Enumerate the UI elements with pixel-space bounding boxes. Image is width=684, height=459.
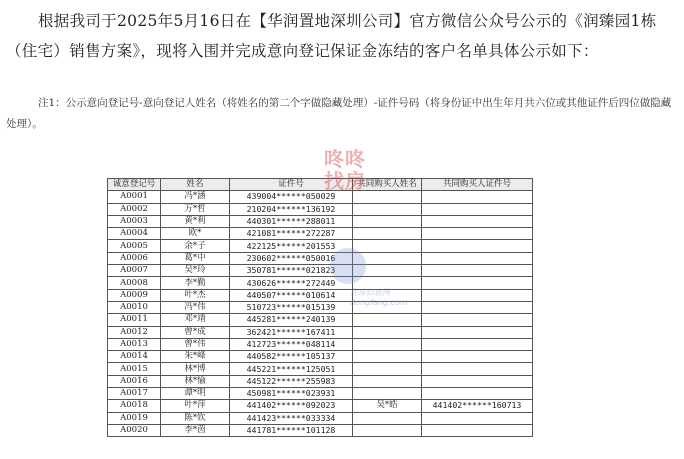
cell-registration-no: A0004: [108, 228, 161, 240]
cell-registration-no: A0015: [108, 363, 161, 375]
cell-name: 李*茵: [161, 424, 230, 436]
cell-registration-no: A0016: [108, 375, 161, 387]
header-co-buyer-id: 共同购买人证件号: [422, 179, 533, 191]
table-body: [108, 191, 533, 437]
table-row: [108, 424, 533, 436]
cell-registration-no: A0005: [108, 240, 161, 252]
cell-co-buyer-id: [422, 326, 533, 338]
cell-id-number: 421081******272287: [230, 228, 353, 240]
watermark-seal-icon: [330, 248, 366, 284]
cell-co-buyer-id: [422, 412, 533, 424]
cell-name: 林*博: [161, 363, 230, 375]
table-row: [108, 375, 533, 387]
cell-registration-no: A0020: [108, 424, 161, 436]
cell-id-number: 440507******010614: [230, 289, 353, 301]
cell-name: 黄*利: [161, 215, 230, 227]
cell-co-buyer-id: [422, 375, 533, 387]
table-row: [108, 277, 533, 289]
cell-name: 叶*萍: [161, 400, 230, 412]
cell-id-number: 450981******023931: [230, 388, 353, 400]
cell-co-buyer-name: 吴*皓: [353, 400, 422, 412]
site-watermark: 住房信息网 dongfang.com: [350, 288, 408, 307]
table-row: [108, 400, 533, 412]
cell-co-buyer-id: [422, 191, 533, 203]
cell-name: 李*勤: [161, 277, 230, 289]
table-row: [108, 412, 533, 424]
cell-co-buyer-id: [422, 314, 533, 326]
announcement-intro: 根据我司于2025年5月16日在【华润置地深圳公司】官方微信公众号公示的《润臻园1栋（住宅）销售方案》，现将入围并完成意向登记保证金冻结的客户名单具体公示如下：: [6, 12, 657, 60]
cell-id-number: 440301******288011: [230, 215, 353, 227]
brand-watermark: 咚咚找房: [324, 147, 366, 193]
cell-id-number: 430626******272449: [230, 277, 353, 289]
cell-registration-no: A0003: [108, 215, 161, 227]
table-row: [108, 338, 533, 350]
table-row: [108, 388, 533, 400]
cell-co-buyer-id: [422, 363, 533, 375]
cell-id-number: 422125******201553: [230, 240, 353, 252]
announcement-note: 注1：公示意向登记号-意向登记人姓名（将姓名的第二个字做隐藏处理）-证件号码（将身份证中出生年月共六位或其他证件后四位做隐藏处理）。: [6, 97, 672, 130]
table-row: [108, 301, 533, 313]
cell-registration-no: A0002: [108, 203, 161, 215]
table-row: [108, 289, 533, 301]
cell-registration-no: A0006: [108, 252, 161, 264]
cell-co-buyer-name: [353, 314, 422, 326]
registration-table-wrap: [107, 178, 533, 437]
cell-registration-no: A0018: [108, 400, 161, 412]
cell-co-buyer-id: 441402******160713: [422, 400, 533, 412]
cell-name: 葛*中: [161, 252, 230, 264]
cell-name: 朱*峰: [161, 351, 230, 363]
table-row: [108, 228, 533, 240]
registration-table: [107, 178, 533, 437]
cell-registration-no: A0009: [108, 289, 161, 301]
cell-id-number: 439004******050029: [230, 191, 353, 203]
cell-name: 欧*: [161, 228, 230, 240]
cell-co-buyer-name: [353, 351, 422, 363]
table-row: [108, 240, 533, 252]
cell-registration-no: A0007: [108, 265, 161, 277]
cell-co-buyer-id: [422, 215, 533, 227]
cell-id-number: 350781******021823: [230, 265, 353, 277]
table-row: [108, 203, 533, 215]
header-id-number: 证件号: [230, 179, 353, 191]
cell-co-buyer-name: [353, 215, 422, 227]
cell-co-buyer-id: [422, 301, 533, 313]
cell-registration-no: A0011: [108, 314, 161, 326]
cell-co-buyer-name: [353, 240, 422, 252]
cell-name: 曾*成: [161, 326, 230, 338]
cell-registration-no: A0014: [108, 351, 161, 363]
cell-co-buyer-name: [353, 363, 422, 375]
cell-id-number: 230602******050016: [230, 252, 353, 264]
cell-co-buyer-name: [353, 228, 422, 240]
cell-name: 冯*伟: [161, 301, 230, 313]
header-registration-no: 诚意登记号: [108, 179, 161, 191]
table-row: [108, 252, 533, 264]
cell-name: 吴*玲: [161, 265, 230, 277]
cell-co-buyer-id: [422, 252, 533, 264]
header-co-buyer-name: 共同购买人姓名: [353, 179, 422, 191]
cell-co-buyer-name: [353, 203, 422, 215]
cell-co-buyer-id: [422, 228, 533, 240]
cell-registration-no: A0001: [108, 191, 161, 203]
cell-co-buyer-id: [422, 351, 533, 363]
cell-name: 林*愉: [161, 375, 230, 387]
cell-name: 叶*杰: [161, 289, 230, 301]
cell-id-number: 445281******240139: [230, 314, 353, 326]
cell-registration-no: A0017: [108, 388, 161, 400]
cell-name: 陈*钦: [161, 412, 230, 424]
cell-co-buyer-id: [422, 265, 533, 277]
cell-id-number: 210204******136192: [230, 203, 353, 215]
table-row: [108, 314, 533, 326]
cell-id-number: 362421******167411: [230, 326, 353, 338]
cell-id-number: 510723******015139: [230, 301, 353, 313]
cell-co-buyer-id: [422, 424, 533, 436]
cell-co-buyer-id: [422, 240, 533, 252]
cell-registration-no: A0013: [108, 338, 161, 350]
cell-id-number: 440582******105137: [230, 351, 353, 363]
cell-registration-no: A0019: [108, 412, 161, 424]
cell-name: 曾*伟: [161, 338, 230, 350]
cell-id-number: 441402******092023: [230, 400, 353, 412]
cell-co-buyer-name: [353, 375, 422, 387]
cell-co-buyer-name: [353, 326, 422, 338]
cell-co-buyer-id: [422, 277, 533, 289]
table-row: [108, 363, 533, 375]
cell-co-buyer-id: [422, 338, 533, 350]
cell-co-buyer-name: [353, 338, 422, 350]
table-row: [108, 326, 533, 338]
cell-registration-no: A0008: [108, 277, 161, 289]
cell-name: 邓*靖: [161, 314, 230, 326]
table-row: [108, 351, 533, 363]
cell-id-number: 445122******255983: [230, 375, 353, 387]
cell-co-buyer-id: [422, 289, 533, 301]
cell-id-number: 441423******033334: [230, 412, 353, 424]
cell-co-buyer-name: [353, 412, 422, 424]
cell-name: 万*哲: [161, 203, 230, 215]
cell-id-number: 441781******101128: [230, 424, 353, 436]
table-row: [108, 265, 533, 277]
cell-name: 谭*明: [161, 388, 230, 400]
table-row: [108, 215, 533, 227]
cell-registration-no: A0010: [108, 301, 161, 313]
cell-co-buyer-id: [422, 388, 533, 400]
cell-id-number: 445221******125051: [230, 363, 353, 375]
cell-registration-no: A0012: [108, 326, 161, 338]
cell-co-buyer-id: [422, 203, 533, 215]
cell-id-number: 412723******048114: [230, 338, 353, 350]
cell-co-buyer-name: [353, 424, 422, 436]
cell-co-buyer-name: [353, 388, 422, 400]
header-name: 姓名: [161, 179, 230, 191]
cell-name: 余*子: [161, 240, 230, 252]
cell-name: 冯*涵: [161, 191, 230, 203]
